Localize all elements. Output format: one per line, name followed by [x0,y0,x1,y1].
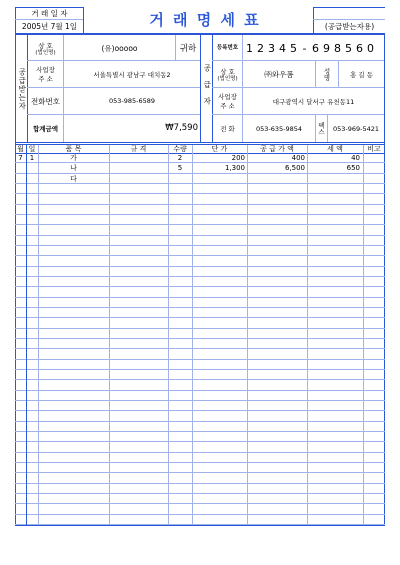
reg-digit: 6 [312,41,319,55]
table-row [15,205,385,215]
supplier-address-value: 대구광역시 달서구 유천동11 [272,97,355,106]
table-row [15,174,385,184]
cell-amount: 6,500 [284,164,305,173]
table-row [15,246,385,256]
table-row [15,267,385,277]
cell-tax: 650 [346,164,360,173]
reg-digit: 9 [323,41,330,55]
cell-month: 7 [18,154,23,162]
recipient-company-label-1: 상 호 [38,41,53,50]
table-row [15,360,385,370]
honorific-label: 귀하 [179,44,197,54]
recipient-phone-label: 전화번호 [31,96,60,106]
items-table-header [15,145,385,153]
recipient-address-value: 서울특별시 광남구 대치동2 [93,70,171,79]
copy-type-label: (공급받는자용) [324,21,375,31]
table-row [15,380,385,390]
reg-number-label: 등록번호 [216,45,239,51]
cell-qty [168,174,192,184]
supplier-address-label-1: 사업장 [218,93,237,101]
table-row [15,401,385,411]
col-header-tax: 세 액 [327,145,343,153]
reg-digit: 8 [334,41,341,55]
supplier-fax-value: 053-969-5421 [332,124,380,133]
border [247,145,248,525]
col-header-spec: 규 격 [130,145,147,153]
supplier-side-label [201,36,212,142]
cell-spec [109,174,168,184]
col-header-month: 월 [17,145,24,153]
table-row [15,298,385,308]
cell-price: 1,300 [224,164,245,173]
border [363,145,364,525]
cell-amount: 400 [291,154,305,162]
recipient-address-label-1: 사업장 [36,66,55,74]
table-row [15,153,385,163]
table-row [15,370,385,380]
table-row [15,256,385,266]
table-row [15,194,385,204]
table-row [15,494,385,504]
supplier-company-label [213,61,242,87]
recipient-company-value: (유)ooooo [101,43,138,53]
document-title: 거 래 명 세 표 [149,10,261,29]
reg-digit: 3 [268,41,275,55]
cell-note [363,163,385,173]
recipient-phone-value: 053-985-6589 [108,97,156,105]
supplier-company-label-2: (법인명) [217,75,238,82]
cell-note [363,153,385,163]
reg-digit: 1 [246,41,253,55]
col-header-price: 단 가 [211,145,228,153]
reg-digit: 4 [279,41,286,55]
reg-digit: 2 [257,41,264,55]
col-header-amount: 공 급 가 액 [260,145,294,153]
reg-digit: - [302,41,307,55]
table-row [15,225,385,235]
table-row [15,411,385,421]
cell-price [192,174,245,184]
items-table-body [15,153,385,525]
supplier-address-label [213,88,242,114]
recipient-address-label [28,61,63,87]
table-row [15,339,385,349]
owner-name-value: 홍 길 동 [350,70,373,79]
cell-price: 200 [231,154,245,162]
supplier-phone-label: 전 화 [220,125,235,133]
cell-spec [109,153,168,163]
total-amount-value: ₩7,590 [165,123,198,133]
table-row [15,484,385,494]
border [15,142,385,143]
cell-qty: 5 [177,164,183,173]
col-header-day: 일 [28,145,36,153]
col-header-item: 품 목 [65,145,82,153]
reg-digit: 5 [290,41,297,55]
border [109,145,110,525]
table-row [15,163,385,173]
cell-note [363,174,385,184]
table-row [15,432,385,442]
table-row [15,318,385,328]
cell-amount [247,174,305,184]
reg-digit: 5 [345,41,352,55]
supplier-side-label-text: 공급자 [202,64,212,114]
cell-name: 가 [70,154,77,162]
table-row [15,453,385,463]
table-row [15,473,385,483]
trade-date-value: 2005년 7월 1일 [21,21,78,31]
recipient-side-label-text: 공급받는자 [17,67,27,111]
table-row [15,391,385,401]
cell-name: 나 [70,164,77,173]
supplier-phone-value: 053-635-9854 [255,124,303,133]
table-row [15,442,385,452]
border [313,7,385,8]
table-row [15,308,385,318]
table-row [15,277,385,287]
border [192,145,193,525]
cell-day [26,163,38,173]
border [307,145,308,525]
cell-day [26,174,38,184]
fax-label [316,115,327,142]
supplier-company-value: ㈜와우폼 [264,69,294,79]
total-amount-label: 합계금액 [32,125,59,133]
table-row [15,515,385,525]
recipient-company-label-2: (법인명) [35,49,56,56]
trade-date-label: 거 래 일 자 [31,9,68,18]
table-row [15,215,385,225]
table-row [15,184,385,194]
cell-qty: 2 [177,154,183,162]
recipient-side-label [16,36,27,142]
border [168,145,169,525]
table-row [15,287,385,297]
supplier-address-label-2: 주 소 [220,102,235,110]
col-header-note: 비고 [367,145,381,153]
table-row [15,236,385,246]
owner-name-label [316,61,338,87]
cell-day: 1 [29,154,35,162]
table-row [15,349,385,359]
table-row [15,329,385,339]
cell-month [15,163,26,173]
row-divider [15,524,385,525]
form-bottom-border [15,525,385,526]
border [26,145,27,525]
reg-digit: 0 [367,41,374,55]
cell-spec [109,163,168,173]
recipient-company-label [28,36,63,60]
owner-name-label-text: 성명 [322,67,331,81]
table-row [15,422,385,432]
fax-label-text: 팩스 [317,122,325,135]
table-row [15,504,385,514]
cell-tax [307,174,360,184]
col-header-qty: 수량 [173,145,187,153]
table-row [15,463,385,473]
supplier-company-label-1: 상 호 [220,67,235,76]
cell-tax: 40 [351,154,360,162]
reg-digit: 6 [356,41,363,55]
reg-number-digits [244,36,384,60]
cell-month [15,174,26,184]
recipient-address-label-2: 주 소 [38,75,53,83]
cell-name: 다 [70,174,77,183]
border [83,7,84,33]
border [38,145,39,525]
